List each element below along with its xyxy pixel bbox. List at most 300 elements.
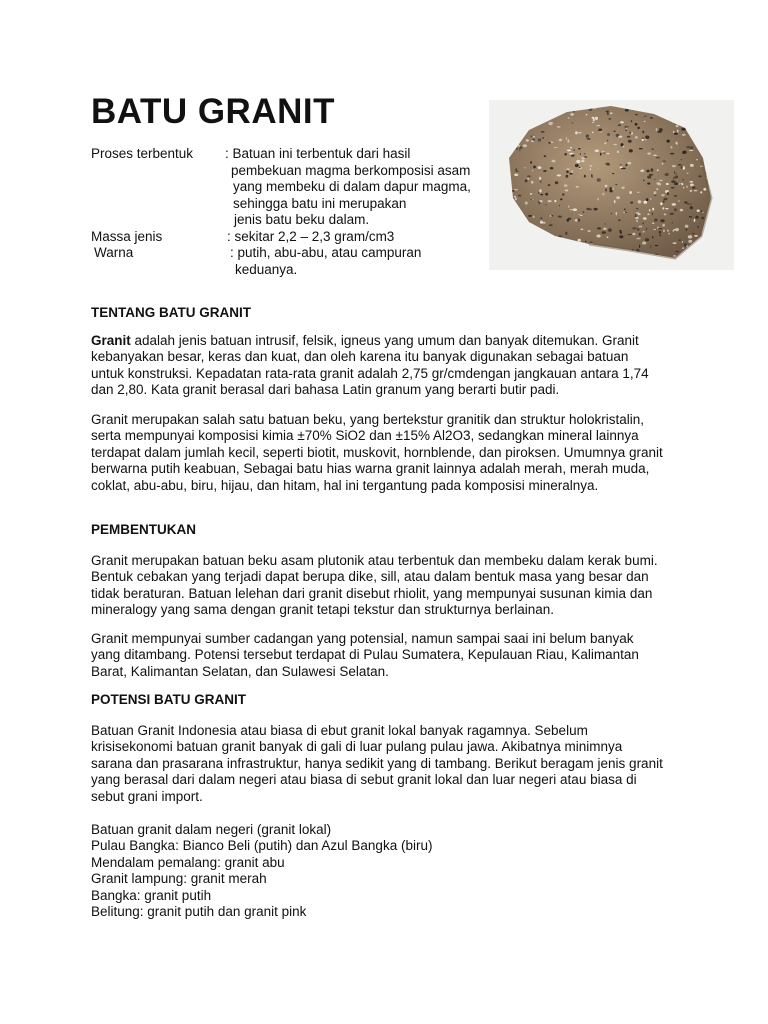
paragraph-line: mineralogy yang sama dengan granit tetapi tekstur dan strukturnya berlainan. bbox=[91, 602, 555, 618]
rock-speckle bbox=[597, 235, 601, 238]
rock-speckle bbox=[525, 201, 528, 204]
paragraph-pembentukan-1 bbox=[91, 553, 681, 619]
rock-speckle bbox=[559, 239, 563, 242]
rock-speckle bbox=[643, 231, 645, 233]
rock-speckle bbox=[521, 109, 524, 111]
rock-speckle bbox=[518, 195, 522, 197]
rock-speckle bbox=[686, 146, 689, 148]
rock-speckle bbox=[644, 201, 648, 204]
rock-speckle bbox=[647, 176, 651, 179]
rock-speckle bbox=[678, 164, 680, 165]
paragraph-line: dan 2,80. Kata granit berasal dari bahasa Latin granum yang berarti butir padi. bbox=[91, 382, 560, 398]
rock-speckle bbox=[704, 237, 706, 239]
rock-speckle bbox=[543, 117, 545, 120]
rock-speckle bbox=[695, 216, 698, 219]
rock-speckle bbox=[650, 198, 651, 200]
rock-speckle bbox=[516, 171, 519, 172]
rock-speckle bbox=[549, 122, 553, 125]
rock-speckle bbox=[655, 245, 659, 246]
granite-type-list bbox=[91, 822, 432, 920]
rock-speckle bbox=[527, 178, 529, 180]
rock-speckle bbox=[643, 180, 645, 182]
rock-speckle bbox=[659, 234, 661, 236]
rock-speckle bbox=[701, 114, 703, 115]
rock-speckle bbox=[625, 109, 629, 112]
rock-speckle bbox=[570, 113, 574, 115]
rock-speckle bbox=[625, 130, 627, 131]
rock-speckle bbox=[554, 147, 558, 148]
rock-speckle bbox=[688, 126, 691, 129]
paragraph-line bbox=[91, 333, 681, 349]
rock-speckle bbox=[635, 114, 638, 115]
rock-speckle bbox=[637, 228, 639, 230]
rock-speckle bbox=[565, 189, 568, 191]
rock-speckle bbox=[694, 219, 696, 222]
rock-speckle bbox=[548, 108, 551, 111]
rock-speckle bbox=[697, 137, 699, 139]
rock-speckle bbox=[642, 138, 644, 139]
rock-speckle bbox=[550, 110, 552, 112]
fact-value bbox=[225, 146, 491, 229]
rock-speckle bbox=[605, 185, 608, 187]
rock-speckle bbox=[597, 178, 601, 181]
rock-speckle bbox=[631, 132, 633, 135]
rock-speckle bbox=[635, 123, 638, 126]
rock-speckle bbox=[665, 173, 669, 176]
paragraph-line: yang ditambang. Potensi tersebut terdapat di Pulau Sumatera, Kepulauan Riau, Kalimantan bbox=[91, 647, 639, 663]
rock-speckle bbox=[704, 143, 707, 144]
rock-speckle bbox=[566, 175, 569, 178]
rock-speckle bbox=[530, 161, 532, 163]
fact-label: Massa jenis bbox=[91, 228, 163, 244]
rock-speckle bbox=[618, 124, 621, 126]
rock-speckle bbox=[645, 139, 647, 140]
rock-speckle bbox=[594, 208, 598, 211]
rock-speckle bbox=[568, 218, 571, 220]
rock-speckle bbox=[598, 198, 599, 200]
rock-speckle bbox=[540, 217, 542, 219]
rock-speckle bbox=[558, 216, 562, 218]
rock-speckle bbox=[520, 215, 522, 217]
list-item: Bangka: granit putih bbox=[91, 887, 212, 903]
rock-speckle bbox=[671, 187, 675, 188]
rock-speckle bbox=[592, 117, 595, 119]
rock-speckle bbox=[590, 169, 591, 171]
rock-speckle bbox=[516, 242, 518, 244]
rock-speckle bbox=[673, 177, 674, 179]
rock-speckle bbox=[695, 120, 699, 122]
rock-speckle bbox=[644, 116, 647, 117]
rock-speckle bbox=[514, 196, 516, 198]
rock-speckle bbox=[635, 136, 638, 139]
paragraph-line: Granit merupakan batuan beku asam plutonik atau terbentuk dan membeku dalam kerak bumi. bbox=[91, 553, 658, 568]
rock-speckle bbox=[556, 251, 560, 254]
rock-speckle bbox=[690, 164, 694, 167]
rock-speckle bbox=[639, 245, 640, 248]
rock-speckle bbox=[525, 120, 526, 122]
rock-speckle bbox=[694, 190, 698, 191]
rock-speckle bbox=[618, 219, 621, 221]
rock-speckle bbox=[577, 219, 580, 222]
rock-speckle bbox=[688, 235, 692, 238]
rock-speckle bbox=[621, 143, 624, 146]
paragraph-line: sarana dan prasarana infrastruktur, hanya sedikit yang di tambang. Berikut beragam jenis granit bbox=[91, 755, 663, 771]
rock-speckle bbox=[614, 200, 616, 203]
rock-speckle bbox=[581, 229, 584, 231]
rock-speckle bbox=[549, 225, 553, 226]
rock-speckle bbox=[641, 170, 644, 172]
rock-speckle bbox=[654, 219, 657, 222]
rock-speckle bbox=[530, 136, 533, 137]
rock-speckle bbox=[612, 173, 614, 174]
rock-speckle bbox=[699, 250, 702, 251]
rock-speckle bbox=[646, 198, 649, 201]
paragraph-line: coklat, abu-abu, biru, hijau, dan hitam, hal ini tergantung pada komposisi mineralnya. bbox=[91, 477, 599, 493]
rock-speckle bbox=[679, 239, 682, 241]
paragraph-line: terdapat dalam jumlah kecil, seperti biotit, muskovit, hornblende, dan piroksen. Umumnya granit bbox=[91, 444, 663, 460]
rock-speckle bbox=[690, 184, 694, 187]
list-item: Granit lampung: granit merah bbox=[91, 871, 267, 887]
rock-speckle bbox=[656, 182, 659, 185]
rock-speckle bbox=[701, 210, 703, 212]
rock-speckle bbox=[578, 214, 580, 215]
rock-speckle bbox=[562, 249, 566, 252]
rock-speckle bbox=[687, 125, 690, 127]
rock-speckle bbox=[538, 201, 540, 203]
rock-speckle bbox=[650, 245, 651, 248]
rock-speckle bbox=[531, 181, 534, 184]
rock-speckle bbox=[647, 214, 649, 216]
rock-speckle bbox=[566, 168, 569, 170]
rock-speckle bbox=[597, 227, 601, 229]
rock-speckle bbox=[674, 117, 676, 119]
rock-speckle bbox=[532, 199, 534, 200]
rock-speckle bbox=[672, 165, 676, 167]
rock-speckle bbox=[595, 117, 598, 120]
bold-term: Granit bbox=[91, 333, 131, 348]
rock-speckle bbox=[527, 175, 530, 177]
rock-speckle bbox=[637, 127, 640, 129]
rock-speckle bbox=[513, 114, 516, 117]
rock-speckle bbox=[676, 143, 677, 145]
rock-speckle bbox=[661, 194, 665, 196]
rock-speckle bbox=[642, 131, 644, 134]
rock-speckle bbox=[640, 170, 641, 171]
rock-speckle bbox=[538, 166, 542, 169]
paragraph-line: Bentuk cebakan yang terjadi dapat berupa dike, sill, atau dalam bentuk masa yang besar dan bbox=[91, 569, 649, 585]
rock-speckle bbox=[658, 228, 662, 229]
rock-speckle bbox=[581, 157, 585, 160]
rock-speckle bbox=[685, 225, 689, 228]
rock-speckle bbox=[674, 171, 675, 174]
rock-speckle bbox=[557, 174, 561, 176]
rock-speckle bbox=[637, 238, 641, 239]
fact-row-massa bbox=[91, 229, 491, 246]
rock-speckle bbox=[573, 111, 574, 113]
rock-speckle bbox=[508, 179, 510, 182]
rock-speckle bbox=[662, 163, 664, 165]
rock-speckle bbox=[675, 120, 676, 121]
rock-speckle bbox=[682, 241, 683, 243]
rock-speckle bbox=[550, 167, 553, 169]
rock-speckle bbox=[600, 153, 602, 156]
rock-speckle bbox=[705, 164, 708, 165]
rock-speckle bbox=[698, 175, 701, 177]
rock-speckle bbox=[558, 235, 562, 237]
fact-value-line: yang membeku di dalam dapur magma, bbox=[233, 179, 471, 194]
paragraph-tentang-1 bbox=[91, 333, 681, 399]
rock-speckle bbox=[569, 256, 571, 258]
rock-speckle bbox=[579, 167, 581, 168]
list-item: Pulau Bangka: Bianco Beli (putih) dan Azul Bangka (biru) bbox=[91, 838, 433, 854]
rock-speckle bbox=[590, 165, 593, 166]
rock-speckle bbox=[593, 118, 595, 121]
rock-speckle bbox=[623, 105, 626, 108]
rock-speckle bbox=[570, 209, 574, 210]
rock-speckle bbox=[632, 227, 636, 229]
rock-speckle bbox=[602, 153, 605, 154]
rock-speckle bbox=[686, 186, 688, 188]
rock-speckle bbox=[586, 208, 590, 210]
rock-speckle bbox=[686, 173, 688, 174]
rock-speckle bbox=[595, 150, 599, 152]
rock-speckle bbox=[634, 107, 638, 109]
rock-speckle bbox=[571, 154, 575, 156]
rock-speckle bbox=[674, 208, 677, 211]
rock-speckle bbox=[521, 233, 524, 235]
rock-speckle bbox=[530, 193, 533, 195]
paragraph-line: yang berasal dari dalam negeri atau biasa di sebut granit lokal dan luar negeri atau biasa di bbox=[91, 772, 637, 788]
rock-speckle bbox=[672, 121, 676, 123]
rock-speckle bbox=[623, 106, 626, 107]
rock-speckle bbox=[566, 170, 569, 173]
rock-speckle bbox=[674, 176, 678, 179]
rock-speckle bbox=[613, 144, 617, 146]
rock-speckle bbox=[537, 236, 539, 239]
rock-speckle bbox=[650, 117, 653, 118]
rock-speckle bbox=[690, 190, 692, 192]
rock-speckle bbox=[628, 234, 632, 235]
paragraph-tentang-2 bbox=[91, 412, 681, 494]
rock-speckle bbox=[645, 238, 649, 241]
rock-speckle bbox=[528, 215, 532, 217]
rock-speckle bbox=[635, 214, 637, 217]
rock-speckle bbox=[524, 131, 526, 132]
rock-speckle bbox=[603, 193, 605, 196]
rock-speckle bbox=[684, 201, 687, 203]
rock-speckle bbox=[624, 126, 628, 128]
paragraph-line: untuk konstruksi. Kepadatan rata-rata granit adalah 2,75 gr/cmdengan jangkauan antara 1,74 bbox=[91, 365, 649, 381]
rock-speckle bbox=[623, 212, 625, 213]
rock-speckle bbox=[545, 193, 548, 196]
rock-speckle bbox=[586, 135, 589, 138]
rock-speckle bbox=[677, 119, 681, 121]
rock-speckle bbox=[636, 219, 637, 222]
rock-speckle bbox=[534, 110, 536, 113]
rock-speckle bbox=[509, 138, 512, 141]
rock-speckle bbox=[667, 230, 669, 232]
paragraph-line: Batuan Granit Indonesia atau biasa di ebut granit lokal banyak ragamnya. Sebelum bbox=[91, 723, 588, 738]
rock-speckle bbox=[647, 152, 651, 154]
rock-speckle bbox=[604, 142, 606, 144]
rock-speckle bbox=[616, 212, 617, 215]
rock-speckle bbox=[562, 193, 565, 196]
rock-speckle bbox=[672, 222, 673, 223]
rock-speckle bbox=[540, 194, 543, 195]
rock-speckle bbox=[539, 189, 542, 192]
fact-row-warna bbox=[91, 245, 491, 278]
rock-speckle bbox=[529, 111, 533, 112]
rock-speckle bbox=[511, 124, 514, 126]
rock-speckle bbox=[653, 191, 656, 194]
rock-speckle bbox=[690, 204, 691, 205]
fact-label: Proses terbentuk bbox=[91, 146, 194, 161]
rock-speckle bbox=[683, 166, 685, 169]
rock-speckle bbox=[643, 217, 647, 220]
rock-speckle bbox=[711, 117, 714, 119]
rock-speckle bbox=[555, 181, 559, 184]
section-heading-potensi: POTENSI BATU GRANIT bbox=[91, 692, 246, 707]
rock-speckle bbox=[648, 106, 652, 108]
rock-speckle bbox=[674, 195, 678, 196]
rock-speckle bbox=[607, 237, 609, 238]
rock-speckle bbox=[590, 208, 592, 210]
rock-speckle bbox=[661, 113, 662, 115]
rock-speckle bbox=[665, 208, 668, 209]
rock-speckle bbox=[656, 128, 658, 131]
rock-speckle bbox=[542, 137, 544, 138]
rock-speckle bbox=[631, 120, 632, 122]
rock-speckle bbox=[514, 174, 518, 177]
rock-speckle bbox=[602, 231, 606, 234]
rock-speckle bbox=[520, 114, 524, 117]
rock-speckle bbox=[712, 187, 714, 189]
rock-speckle bbox=[573, 208, 577, 211]
rock-speckle bbox=[652, 223, 654, 225]
granite-rock-photo bbox=[489, 100, 734, 270]
rock-speckle bbox=[684, 115, 686, 117]
rock-speckle bbox=[667, 140, 670, 143]
rock-speckle bbox=[573, 149, 574, 151]
rock-speckle bbox=[642, 222, 644, 224]
rock-speckle bbox=[651, 168, 654, 171]
rock-speckle bbox=[611, 213, 612, 214]
rock-speckle bbox=[675, 251, 679, 252]
rock-speckle bbox=[586, 138, 590, 140]
fact-row-proses bbox=[91, 146, 491, 229]
rock-speckle bbox=[710, 245, 713, 248]
rock-speckle bbox=[671, 180, 675, 183]
rock-speckle bbox=[636, 212, 639, 213]
rock-speckle bbox=[568, 205, 569, 207]
rock-speckle bbox=[673, 131, 674, 134]
rock-speckle bbox=[637, 192, 640, 193]
rock-speckle bbox=[568, 139, 570, 142]
rock-speckle bbox=[572, 123, 574, 124]
rock-speckle bbox=[518, 222, 521, 225]
rock-speckle bbox=[533, 216, 535, 218]
rock-speckle bbox=[691, 133, 694, 135]
rock-speckle bbox=[560, 198, 562, 200]
rock-speckle bbox=[622, 187, 625, 189]
rock-speckle bbox=[536, 123, 538, 124]
rock-speckle bbox=[652, 212, 653, 215]
rock-speckle bbox=[512, 139, 515, 142]
rock-speckle bbox=[552, 160, 556, 163]
rock-speckle bbox=[592, 122, 594, 123]
rock-speckle bbox=[542, 222, 546, 224]
rock-speckle bbox=[559, 205, 560, 206]
rock-speckle bbox=[657, 169, 659, 171]
fact-value-line: pembekuan magma berkomposisi asam bbox=[231, 162, 471, 178]
rock-speckle bbox=[617, 151, 619, 154]
rock-speckle bbox=[662, 224, 665, 227]
rock-speckle bbox=[507, 232, 511, 233]
rock-speckle bbox=[589, 251, 591, 252]
rock-speckle bbox=[647, 182, 650, 184]
rock-speckle bbox=[564, 153, 567, 155]
rock-speckle bbox=[610, 190, 613, 193]
rock-speckle bbox=[563, 241, 567, 242]
rock-speckle bbox=[572, 170, 573, 173]
rock-speckle bbox=[639, 233, 641, 236]
rock-speckle bbox=[645, 136, 649, 139]
rock-speckle bbox=[578, 132, 582, 133]
rock-speckle bbox=[646, 170, 649, 173]
rock-speckle bbox=[514, 189, 518, 190]
rock-speckle bbox=[584, 243, 587, 246]
rock-speckle bbox=[697, 210, 700, 212]
rock-speckle bbox=[704, 160, 708, 163]
rock-speckle bbox=[622, 168, 626, 170]
rock-speckle bbox=[651, 148, 654, 150]
rock-speckle bbox=[524, 246, 528, 248]
rock-speckle bbox=[639, 226, 643, 228]
rock-speckle bbox=[523, 144, 527, 147]
rock-speckle bbox=[525, 108, 528, 110]
rock-speckle bbox=[683, 187, 684, 189]
paragraph-pembentukan-2 bbox=[91, 631, 681, 680]
rock-speckle bbox=[625, 164, 627, 167]
rock-speckle bbox=[691, 216, 692, 218]
rock-speckle bbox=[694, 235, 698, 237]
rock-speckle bbox=[685, 127, 689, 129]
rock-speckle bbox=[517, 216, 521, 219]
rock-speckle bbox=[609, 187, 612, 190]
rock-speckle bbox=[639, 148, 643, 149]
rock-speckle bbox=[525, 119, 528, 122]
rock-speckle bbox=[539, 177, 541, 180]
rock-speckle bbox=[537, 238, 539, 240]
rock-speckle bbox=[594, 107, 596, 109]
rock-speckle bbox=[548, 184, 551, 186]
rock-speckle bbox=[704, 109, 708, 111]
rock-speckle bbox=[526, 115, 530, 117]
rock-speckle bbox=[659, 180, 662, 182]
fact-value-line: keduanya. bbox=[235, 261, 298, 277]
rock-speckle bbox=[629, 191, 632, 194]
rock-speckle bbox=[681, 128, 685, 131]
rock-speckle bbox=[530, 112, 532, 114]
rock-speckle bbox=[608, 228, 612, 231]
rock-speckle bbox=[703, 188, 706, 191]
rock-speckle bbox=[539, 113, 542, 115]
rock-speckle bbox=[666, 183, 669, 185]
rock-speckle bbox=[618, 136, 622, 138]
rock-speckle bbox=[541, 131, 545, 132]
rock-speckle bbox=[589, 108, 592, 111]
rock-speckle bbox=[616, 196, 620, 199]
